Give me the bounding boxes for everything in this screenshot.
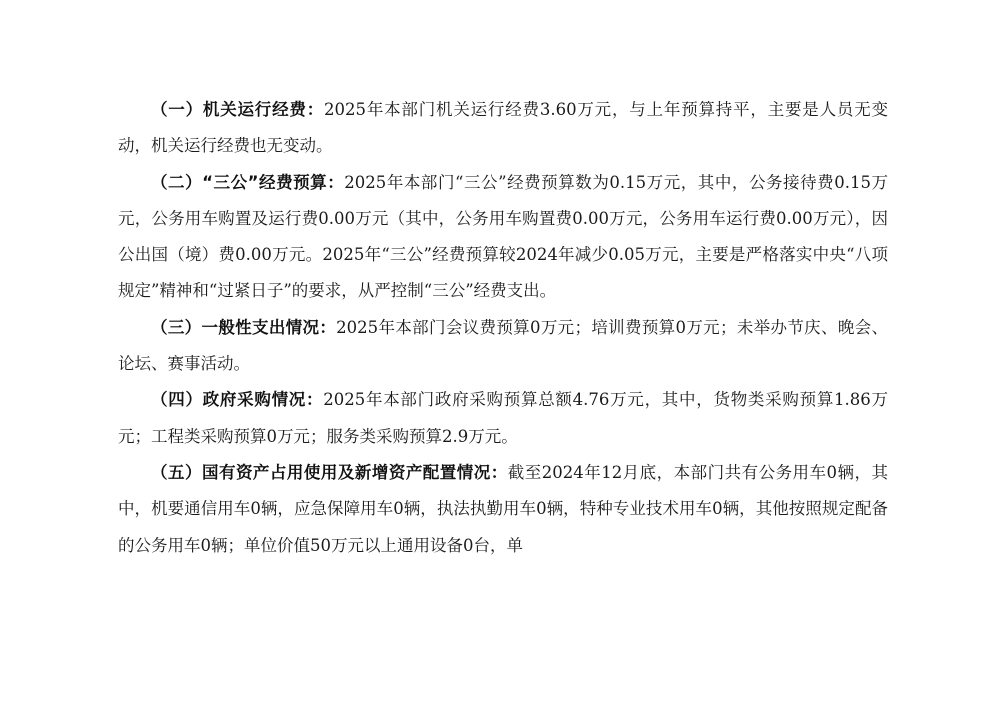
paragraph-government-procurement: [118, 382, 888, 455]
paragraph-heading: （三）一般性支出情况：: [151, 317, 337, 337]
paragraph-heading: （四）政府采购情况：: [151, 390, 324, 410]
paragraph-text: 2025年本部门政府采购预算总额4.76万元，其中，货物类采购预算1.86万元；工程类采购预算0万元；服务类采购预算2.9万元。: [118, 390, 889, 446]
paragraph-text: 截至2024年12月底，本部门共有公务用车0辆，其中，机要通信用车0辆，应急保障用车0辆，执法执勤用车0辆，特种专业技术用车0辆，其他按照规定配备的公务用车0辆；单位价值50万元以上通用设备0台，单: [118, 462, 888, 555]
document-body: [118, 92, 888, 564]
paragraph-operating-expenses: [118, 92, 888, 165]
paragraph-three-public-expenses: [118, 165, 888, 310]
paragraph-text: 2025年本部门机关运行经费3.60万元，与上年预算持平，主要是人员无变动，机关运行经费也无变动。: [118, 100, 889, 156]
paragraph-heading: （五）国有资产占用使用及新增资产配置情况：: [151, 462, 508, 482]
paragraph-heading: （一）机关运行经费：: [151, 100, 325, 119]
paragraph-text: 2025年本部门会议费预算0万元；培训费预算0万元；未举办节庆、晚会、论坛、赛事活动。: [118, 317, 888, 374]
paragraph-heading: （二）“三公”经费预算：: [151, 172, 345, 192]
paragraph-state-assets: [118, 455, 888, 564]
paragraph-text: 2025年本部门“三公”经费预算数为0.15万元，其中，公务接待费0.15万元，公务用车购置及运行费0.00万元（其中，公务用车购置费0.00万元，公务用车运行费0.00万元），因公出国（境）费0.00万元。2025年“三公”经费预算较2024年减少0.05万元，主要是严格落实中央“八项规定”精神和“过紧日子”的要求，从严控制“三公”经费支出。: [118, 172, 888, 301]
paragraph-general-expenditure: [118, 310, 888, 383]
